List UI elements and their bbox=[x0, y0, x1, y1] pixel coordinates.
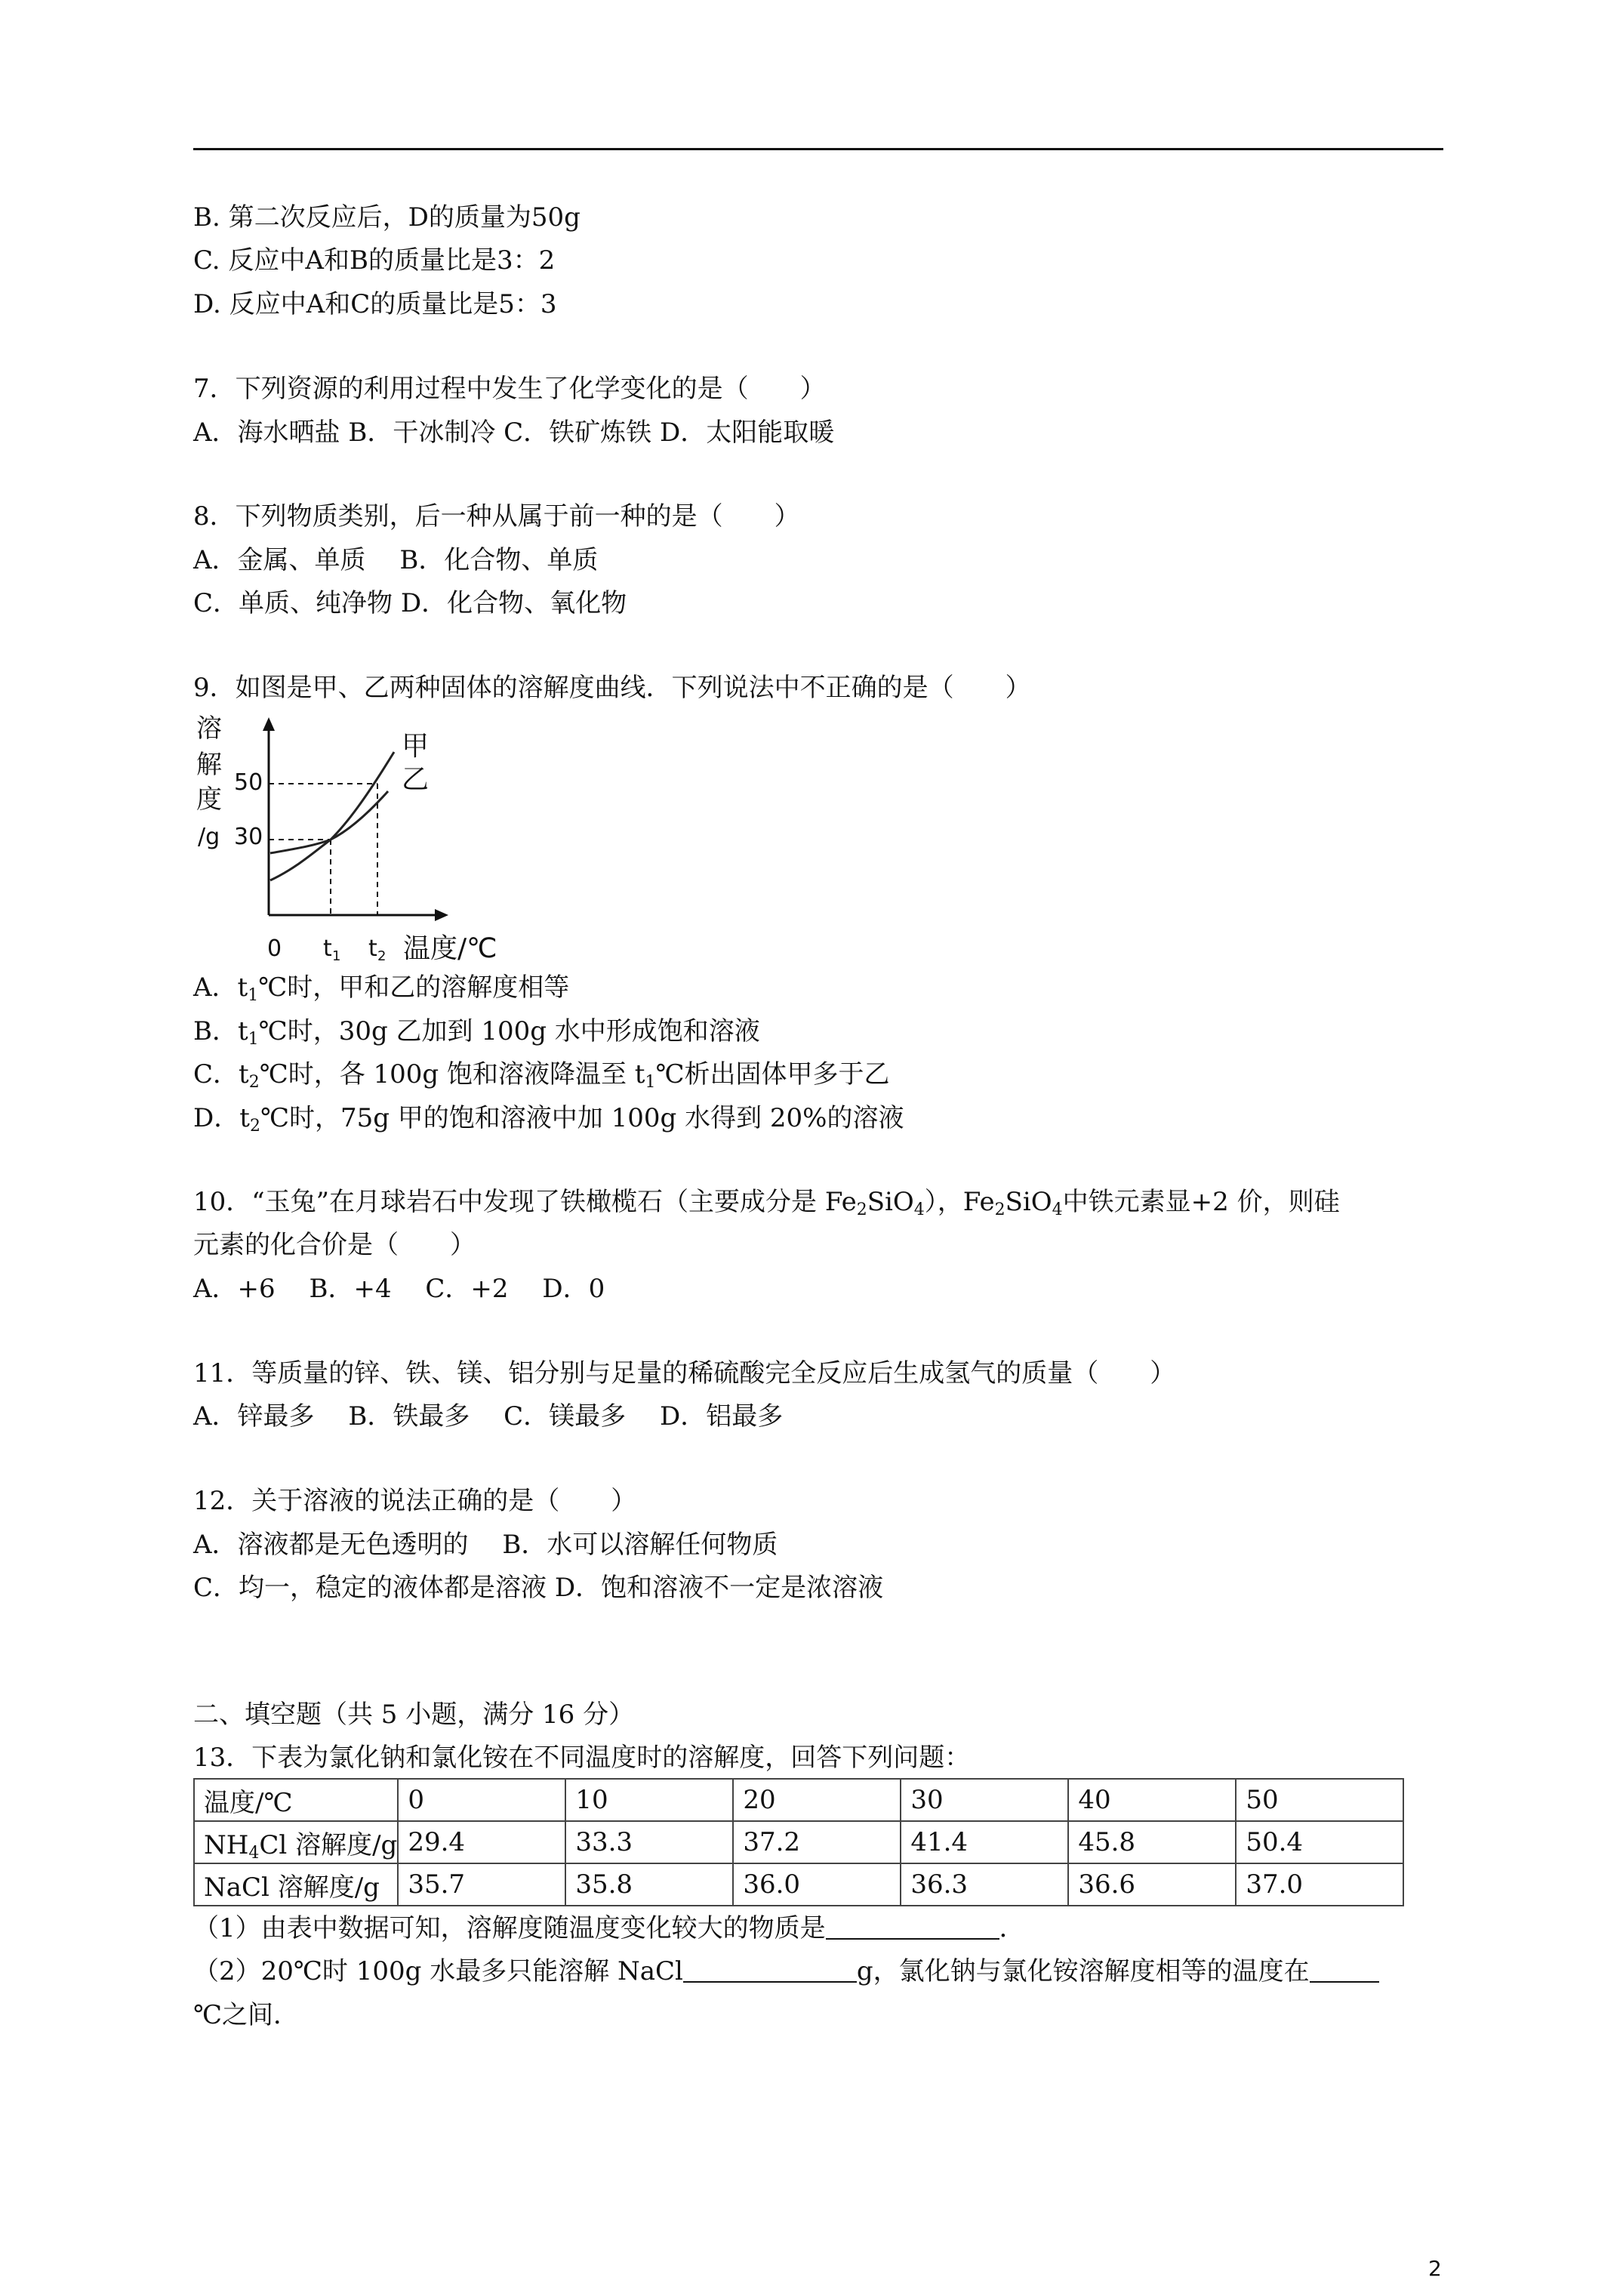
graph-x-tick-t1: t bbox=[323, 935, 332, 962]
q6-option-b: B. 第二次反应后，D的质量为50g bbox=[193, 202, 581, 233]
table-cell: 36.0 bbox=[733, 1863, 901, 1906]
table-cell: 0 bbox=[398, 1779, 565, 1821]
q10-stem: 10．“玉兔”在月球岩石中发现了铁橄榄石（主要成分是 $Fe_2SiO_4$），$Fe_2SiO_4$中铁元素显+2 价，则硅 bbox=[193, 1187, 1340, 1219]
table-cell: 35.8 bbox=[565, 1863, 733, 1906]
answer-blank[interactable] bbox=[1310, 1959, 1379, 1983]
table-row-temps bbox=[194, 1779, 1403, 1821]
curve-jia bbox=[270, 752, 394, 880]
q13-part1: （1）由表中数据可知，溶解度随温度变化较大的物质是 ． bbox=[193, 1913, 1025, 1943]
graph-y-label-3: 度 bbox=[196, 784, 222, 815]
header-rule bbox=[193, 148, 1443, 150]
table-cell: 36.3 bbox=[901, 1863, 1068, 1906]
table-cell: 37.0 bbox=[1236, 1863, 1403, 1906]
page-number: 2 bbox=[1428, 2256, 1442, 2281]
answer-blank[interactable] bbox=[683, 1959, 857, 1983]
answer-blank[interactable] bbox=[826, 1915, 999, 1940]
graph-x-tick-t2-sub: 2 bbox=[377, 948, 387, 964]
graph-x-tick-t2: t bbox=[368, 935, 377, 962]
q13-stem: 13．下表为氯化钠和氯化铵在不同温度时的溶解度，回答下列问题： bbox=[193, 1743, 971, 1773]
graph-y-tick-50: 50 bbox=[234, 769, 263, 796]
table-cell: 29.4 bbox=[398, 1821, 565, 1863]
q8-stem: 8．下列物质类别，后一种从属于前一种的是（ ） bbox=[193, 501, 800, 532]
q11-options: A．锌最多 B．铁最多 C．镁最多 D．铝最多 bbox=[193, 1401, 784, 1432]
solubility-curve-graph bbox=[190, 710, 522, 966]
graph-x-arrow bbox=[435, 909, 448, 921]
curve-label-jia: 甲 bbox=[402, 731, 430, 762]
graph-x-label: 温度/℃ bbox=[403, 933, 497, 964]
graph-y-tick-30: 30 bbox=[234, 824, 263, 850]
table-row-nacl bbox=[194, 1863, 1403, 1906]
graph-y-arrow bbox=[263, 717, 275, 731]
q13-part2-line2: ℃之间． bbox=[193, 2000, 300, 2030]
table-row-label: NaCl 溶解度/g bbox=[194, 1863, 398, 1906]
graph-y-label-4: /g bbox=[198, 824, 220, 850]
graph-y-label-2: 解 bbox=[196, 750, 222, 780]
q12-options-1: A．溶液都是无色透明的 B．水可以溶解任何物质 bbox=[193, 1530, 778, 1560]
graph-y-label-1: 溶 bbox=[196, 713, 222, 744]
curve-label-yi: 乙 bbox=[402, 764, 430, 795]
table-header-label: 温度/℃ bbox=[194, 1779, 398, 1821]
q9-stem: 9．如图是甲、乙两种固体的溶解度曲线．下列说法中不正确的是（ ） bbox=[193, 673, 1031, 703]
graph-x-tick-0: 0 bbox=[267, 935, 282, 962]
table-cell: 37.2 bbox=[733, 1821, 901, 1863]
q9-option-b: B．$t_1℃$时，30g 乙加到 100g 水中形成饱和溶液 bbox=[193, 1016, 760, 1049]
table-row-label: $NH_4Cl$ 溶解度/g bbox=[194, 1821, 398, 1863]
table-cell: 50.4 bbox=[1236, 1821, 1403, 1863]
graph-x-tick-t1-sub: 1 bbox=[332, 948, 341, 964]
curve-yi bbox=[270, 791, 388, 853]
table-cell: 36.6 bbox=[1068, 1863, 1236, 1906]
q13-part2: （2）20℃时 100g 水最多只能溶解 NaCl g，氯化钠与氯化铵溶解度相等的温度在 bbox=[193, 1955, 1379, 1988]
q7-options: A．海水晒盐 B．干冰制冷 C．铁矿炼铁 D．太阳能取暖 bbox=[193, 418, 835, 448]
table-cell: 20 bbox=[733, 1779, 901, 1821]
table-row-nh4cl bbox=[194, 1821, 1403, 1863]
section2-title: 二、填空题（共 5 小题，满分 16 分） bbox=[193, 1700, 635, 1730]
q12-options-2: C．均一，稳定的液体都是溶液 D．饱和溶液不一定是浓溶液 bbox=[193, 1573, 884, 1603]
q8-options-1: A．金属、单质 B．化合物、单质 bbox=[193, 545, 599, 575]
table-cell: 50 bbox=[1236, 1779, 1403, 1821]
q6-option-c: C. 反应中A和B的质量比是3：2 bbox=[193, 245, 556, 276]
table-cell: 41.4 bbox=[901, 1821, 1068, 1863]
table-cell: 40 bbox=[1068, 1779, 1236, 1821]
table-cell: 45.8 bbox=[1068, 1821, 1236, 1863]
q8-options-2: C．单质、纯净物 D．化合物、氧化物 bbox=[193, 588, 627, 618]
q10-stem-line2: 元素的化合价是（ ） bbox=[193, 1230, 476, 1260]
q9-option-d: D．$t_2℃$时，75g 甲的饱和溶液中加 100g 水得到 20%的溶液 bbox=[193, 1103, 904, 1136]
solubility-table bbox=[193, 1778, 1404, 1906]
q6-option-d: D. 反应中A和C的质量比是5：3 bbox=[193, 289, 557, 319]
q11-stem: 11．等质量的锌、铁、镁、铝分别与足量的稀硫酸完全反应后生成氢气的质量（ ） bbox=[193, 1358, 1176, 1388]
q9-option-a: A．$t_1℃$时，甲和乙的溶解度相等 bbox=[193, 972, 570, 1005]
q7-stem: 7．下列资源的利用过程中发生了化学变化的是（ ） bbox=[193, 374, 826, 404]
q9-option-c: C．$t_2℃$时，各 100g 饱和溶液降温至 $t_1℃$析出固体甲多于乙 bbox=[193, 1059, 890, 1092]
table-cell: 10 bbox=[565, 1779, 733, 1821]
q10-options: A．+6 B．+4 C．+2 D．0 bbox=[193, 1274, 605, 1304]
table-cell: 30 bbox=[901, 1779, 1068, 1821]
table-cell: 35.7 bbox=[398, 1863, 565, 1906]
table-cell: 33.3 bbox=[565, 1821, 733, 1863]
q12-stem: 12．关于溶液的说法正确的是（ ） bbox=[193, 1486, 637, 1516]
